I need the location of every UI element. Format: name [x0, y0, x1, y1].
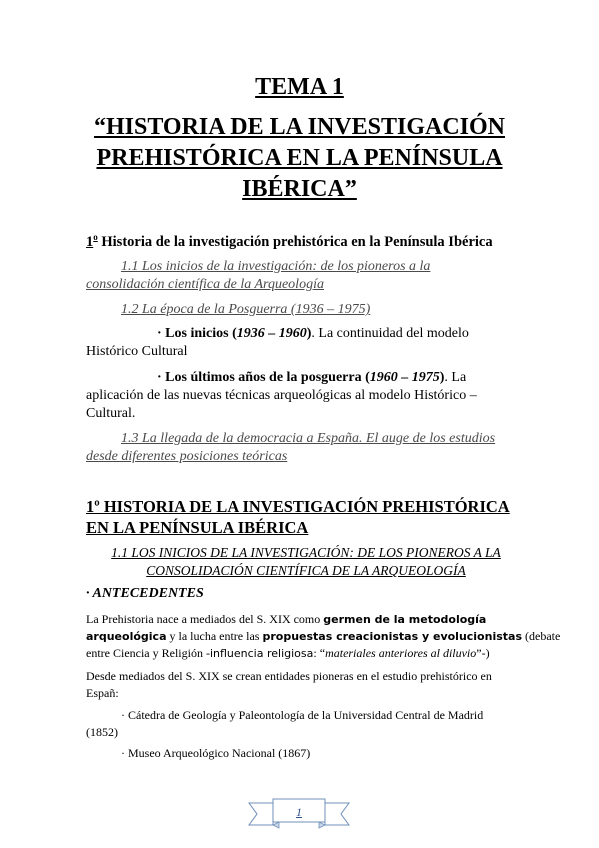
bullet-2-years: 1960 – 1975: [369, 370, 440, 385]
para-1-italic-materiales: materiales anteriores al diluvio: [325, 646, 477, 660]
title-line-1: TEMA 1: [255, 74, 344, 100]
toc-bullet-ultimos: [157, 368, 466, 387]
para-1-line-3: [86, 645, 490, 662]
bullet-2-line-2: aplicación de las nuevas técnicas arqueológicas al modelo Histórico –: [86, 388, 477, 403]
toc-link-1-3-line-2[interactable]: desde diferentes posiciones teóricas: [86, 449, 288, 464]
toc-heading-num: 1: [86, 233, 94, 250]
toc-link-1-3-line-1[interactable]: 1.3 La llegada de la democracia a España. El auge de los estudios: [121, 431, 496, 446]
page-number: 1: [296, 805, 302, 819]
para-1-bold-arqueologica: arqueológica: [86, 630, 167, 643]
para-1-influencia: influencia religiosa: [209, 647, 314, 660]
para-1-text-i: : “: [313, 646, 326, 660]
bullet-2-rest: . La: [444, 370, 467, 385]
antecedentes-heading: · ANTECEDENTES: [86, 586, 204, 601]
toc-link-1-1-line-2[interactable]: consolidación científica de la Arqueología: [86, 277, 324, 292]
toc-link-1-2[interactable]: 1.2 La época de la Posguerra (1936 – 1975): [121, 302, 371, 317]
bullet-2-line-3: Cultural.: [86, 406, 136, 421]
title-line-3: PREHISTÓRICA EN LA PENÍNSULA: [96, 145, 503, 171]
toc-heading-text: Historia de la investigación prehistórica en la Península Ibérica: [97, 233, 493, 250]
para-1-line-2: [86, 628, 560, 645]
para-2-line-1: Desde mediados del S. XIX se crean entidades pioneras en el estudio prehistórico en: [86, 669, 492, 683]
para-1-line-1: [86, 611, 486, 628]
bullet-1-rest: . La continuidad del modelo: [311, 326, 469, 341]
bullet-1-line-2: Histórico Cultural: [86, 344, 188, 359]
para-1-text-k: ”-): [476, 646, 490, 660]
list-item-catedra-line-2: (1852): [86, 725, 118, 739]
list-item-museo: · Museo Arqueológico Nacional (1867): [121, 746, 311, 760]
title-line-4: IBÉRICA”: [242, 176, 357, 202]
toc-link-1-1-line-1[interactable]: 1.1 Los inicios de la investigación: de los pioneros a la: [121, 259, 431, 274]
bullet-1-years: 1936 – 1960: [236, 326, 307, 341]
list-item-catedra-line-1: · Cátedra de Geología y Paleontología de la Universidad Central de Madrid: [121, 708, 484, 722]
para-1-text-a: La Prehistoria nace a mediados del S. XIX como: [86, 612, 324, 626]
toc-heading-sup: o: [93, 232, 98, 242]
para-1-text-g: entre Ciencia y Religión -: [86, 646, 210, 660]
bullet-1-close: ): [306, 326, 312, 341]
section-heading-line-2: EN LA PENÍNSULA IBÉRICA: [86, 518, 309, 537]
para-1-text-d: y la lucha entre las: [166, 629, 263, 643]
para-1-bold-germen: germen de la metodología: [323, 613, 487, 626]
bullet-2-close: ): [439, 370, 445, 385]
subsection-heading-line-2: CONSOLIDACIÓN CIENTÍFICA DE LA ARQUEOLOGÍA: [146, 563, 466, 578]
bullet-2-lead: · Los últimos años de la posguerra (: [157, 370, 370, 385]
para-1-text-f: (debate: [522, 629, 561, 643]
para-1-bold-propuestas: propuestas creacionistas y evolucionistas: [262, 630, 522, 643]
section-heading-line-1: 1º HISTORIA DE LA INVESTIGACIÓN PREHISTÓRICA: [86, 497, 510, 516]
subsection-heading-line-1: 1.1 LOS INICIOS DE LA INVESTIGACIÓN: DE LOS PIONEROS A LA: [111, 545, 501, 560]
bullet-1-lead: · Los inicios (: [157, 326, 237, 341]
toc-heading[interactable]: [86, 232, 493, 251]
para-2-line-2: Españ:: [86, 686, 119, 700]
toc-bullet-inicios: [157, 324, 469, 343]
title-line-2: “HISTORIA DE LA INVESTIGACIÓN: [93, 114, 505, 140]
page-number-ribbon: [247, 797, 351, 829]
